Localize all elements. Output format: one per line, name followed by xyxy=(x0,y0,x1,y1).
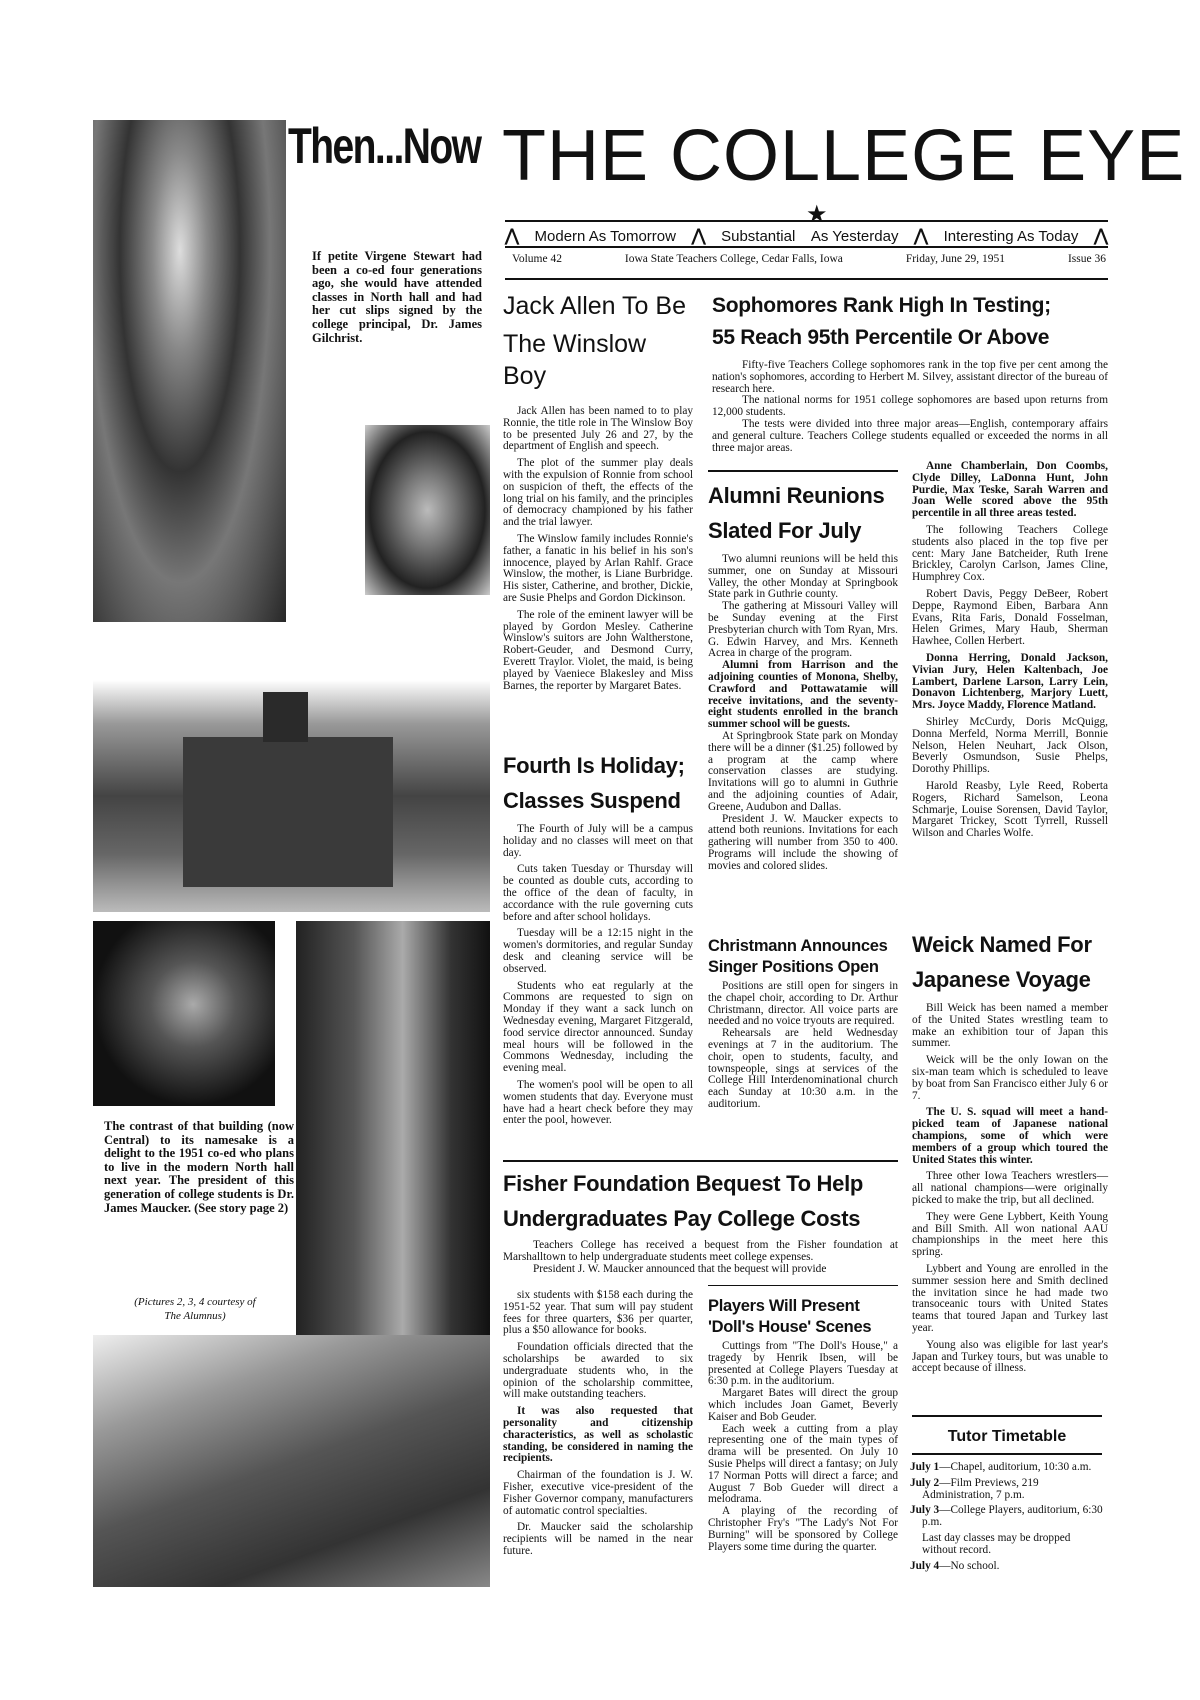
timetable-note: Last day classes may be dropped without record. xyxy=(922,1531,1071,1556)
article-body xyxy=(708,1341,898,1553)
headline-line: The Winslow Boy xyxy=(503,330,647,390)
paragraph: Cuts taken Tuesday or Thursday will be counted as double cuts, according to the office of the dean of faculty, in accordance with the rule governing cuts before and after school holidays. xyxy=(503,863,693,923)
feature-caption-2: The contrast of that building (now Central) to its namesake is a delight to the 1951 co-ed who plans to live in the modern North hall next year. The president of this generation of college students is Dr. James Maucker. (See story page 2) xyxy=(104,1119,294,1215)
paragraph: Positions are still open for singers in the chapel choir, according to Dr. Arthur Christmann, director. All voice parts are needed and no voice tryouts are required. xyxy=(708,980,898,1028)
paragraph: Two alumni reunions will be held this summer, one on Sunday at Missouri Valley, the other Monday at Springbook State park in Guthrie county. xyxy=(708,553,898,601)
issue-number: Issue 36 xyxy=(1067,253,1106,265)
article-christmann xyxy=(708,936,898,1111)
paragraph: The U. S. squad will meet a hand-picked team of Japanese national champions, some of which were members of a group which toured the United States this winter. xyxy=(912,1106,1108,1166)
entry-date: July 4 xyxy=(910,1559,940,1572)
headline-line: 55 Reach 95th Percentile Or Above xyxy=(712,326,1050,349)
paragraph: At Springbrook State park on Monday there will be a dinner ($1.25) followed by a program at the camp where conservation classes are studying. Invitations will go to alumni in Guthrie and the adjoining counties of Adair, Greene, Audubon and Dallas. xyxy=(708,729,898,813)
entry-date: July 2 xyxy=(910,1476,940,1489)
headline-line: Fourth Is Holiday; xyxy=(503,753,685,778)
institution: Iowa State Teachers College, Cedar Falls, Iowa xyxy=(624,253,843,265)
issue-date: Friday, June 29, 1951 xyxy=(905,253,1006,265)
paragraph: The gathering at Missouri Valley will be Sunday evening at the First Presbyterian church with Tom Ryan, Mrs. G. Edwin Harvey, and Mrs. Kenneth Acrea in charge of the program. xyxy=(708,600,898,660)
masthead-rule-mid xyxy=(505,246,1108,248)
paragraph: Students who eat regularly at the Commons are requested to sign on Monday if they want a sack lunch on Wednesday evening, Margaret Fitzgerald, food service director announced. Sunday meal hours will be followed in the Commons Wednesday, including the evening meal. xyxy=(503,979,693,1075)
entry-text: —Film Previews, 219 Administration, 7 p.m. xyxy=(922,1476,1039,1501)
article-body xyxy=(503,824,693,1127)
paragraph: Each week a cutting from a play representing one of the main types of drama will be presented. On July 10 Susie Phelps will direct a fantasy; on July 17 Norman Potts will direct a farce; and August 7 Bob Gueder will direct a melodrama. xyxy=(708,1422,898,1506)
article-weick xyxy=(912,927,1108,1380)
headline-line: Undergraduates Pay College Costs xyxy=(503,1206,861,1231)
entry-date: July 3 xyxy=(910,1504,940,1517)
paragraph: The tests were divided into three major areas—English, contemporary affairs and general culture. Teachers College students equalled or exceeded the norms in all three major areas. xyxy=(712,417,1108,454)
headline-line: Fisher Foundation Bequest To Help xyxy=(503,1171,864,1196)
article-intro xyxy=(503,1240,898,1275)
motto-2: Substantial xyxy=(721,227,796,245)
photo-credit xyxy=(100,1295,290,1323)
article-fisher xyxy=(503,1166,898,1275)
entry-date: July 1 xyxy=(910,1461,940,1473)
article-sophomores xyxy=(712,290,1108,454)
headline-line: Jack Allen To Be xyxy=(503,292,686,320)
paragraph: Robert Davis, Peggy DeBeer, Robert Deppe, Raymond Eiben, Barbara Ann Evans, Rita Faris, Donald Fosselman, Helen Grimes, Mary Haub, Sherman Hawhee, Collen Herbert. xyxy=(912,587,1108,648)
headline-line: 'Doll's House' Scenes xyxy=(708,1318,872,1336)
paragraph: Rehearsals are held Wednesday evenings at 7 in the auditorium. The choir, open to students, faculty, and townspeople, sings at services of the College Hill Interdenominational church each Sunday at 10:30 a.m. in the auditorium. xyxy=(708,1027,898,1110)
article-body xyxy=(708,981,898,1111)
entry-text: —Chapel, auditorium, 10:30 a.m. xyxy=(939,1461,1092,1473)
article-body xyxy=(708,554,898,873)
fisher-continued xyxy=(503,1290,693,1563)
feature-title: Then...Now xyxy=(288,118,481,174)
article-jack-allen xyxy=(503,290,693,697)
section-rule xyxy=(708,470,898,472)
timetable-rule-top xyxy=(912,1415,1102,1417)
masthead-title: THE COLLEGE EYE xyxy=(502,116,1186,196)
paragraph: six students with $158 each during the 1951-52 year. That sum will pay student fees for three quarters, $36 per quarter, plus a $50 allowance for books. xyxy=(503,1289,693,1337)
timetable-entry xyxy=(910,1505,1104,1529)
paragraph: Foundation officials directed that the scholarships be awarded to six undergraduate students who, in the opinion of the scholarship committee, will make outstanding teachers. xyxy=(503,1341,693,1401)
headline-line: Alumni Reunions xyxy=(708,483,885,508)
headline-line: Christmann Announces xyxy=(708,937,888,955)
arrow-up-icon: ⋀ xyxy=(691,226,706,245)
paragraph: President J. W. Maucker announced that the bequest will provide xyxy=(533,1262,827,1275)
paragraph: The plot of the summer play deals with the expulsion of Ronnie from school on suspicion of theft, the effects of the long trial on his family, and the principles of democracy championed by his father and the trial lawyer. xyxy=(503,457,693,529)
timetable-entry xyxy=(910,1462,1104,1474)
paragraph: The women's pool will be open to all women students that day. Everyone must have had a heart check before they may enter the pool, however. xyxy=(503,1078,693,1127)
paragraph: Cuttings from "The Doll's House," a tragedy by Henrik Ibsen, will be presented at College Players Tuesday at 6:30 p.m. in the auditorium. xyxy=(708,1340,898,1388)
photo-coed-then xyxy=(93,120,286,642)
paragraph: Margaret Bates will direct the group which includes Joan Gamet, Beverly Kaiser and Bob Geuder. xyxy=(708,1387,898,1423)
article-body xyxy=(912,1003,1108,1375)
building-shape xyxy=(183,737,393,887)
paragraph: Anne Chamberlain, Don Coombs, Clyde Dilley, LaDonna Hunt, John Purdie, Max Teske, Sarah Warren and Joan Welle scored above the 95th percentile in all three areas tested. xyxy=(912,460,1108,520)
photo-portrait-gilchrist xyxy=(365,425,490,595)
paragraph: Dr. Maucker said the scholarship recipients will be named in the near future. xyxy=(503,1521,693,1557)
arrow-up-icon: ⋀ xyxy=(914,226,928,245)
timetable-title: Tutor Timetable xyxy=(947,1428,1067,1445)
paragraph: Three other Iowa Teachers wrestlers—all national champions—were originally picked to make the trip, but all declined. xyxy=(912,1170,1108,1206)
masthead-info xyxy=(512,253,1106,265)
motto-1: Modern As Tomorrow xyxy=(534,227,676,245)
paragraph: Jack Allen has been named to to play Ronnie, the title role in The Winslow Boy to be presented July 26 and 27, by the department of English and speech. xyxy=(503,405,693,453)
paragraph: The following Teachers College students also placed in the top five per cent: Mary Jane Batcheider, Ruth Irene Brickley, Carolyn Carlson, James Cline, Humphrey Cox. xyxy=(912,523,1108,584)
article-players xyxy=(708,1296,898,1553)
sophomores-continued xyxy=(912,461,1108,845)
paragraph: Fifty-five Teachers College sophomores rank in the top five per cent among the nation's sophomores, according to Herbert M. Silvey, assistant director of the bureau of research here. xyxy=(712,359,1108,395)
photo-portrait-maucker xyxy=(93,921,275,1106)
photo-credit-line-2: The Alumnus) xyxy=(164,1310,226,1322)
timetable-list xyxy=(910,1462,1104,1576)
motto-3: As Yesterday xyxy=(810,227,899,245)
headline-line: Weick Named For xyxy=(912,932,1092,957)
paragraph: The national norms for 1951 college sophomores are based upon returns from 12,000 students. xyxy=(712,394,1108,419)
paragraph: A playing of the recording of Christopher Fry's "The Lady's Not For Burning" will be sponsored by College Players some time during the quarter. xyxy=(708,1505,898,1553)
article-alumni-reunions xyxy=(708,478,898,873)
headline-line: Classes Suspend xyxy=(503,788,681,813)
photo-central-building xyxy=(93,1335,490,1587)
timetable-entry xyxy=(910,1478,1104,1502)
article-body xyxy=(503,406,693,692)
masthead-motto xyxy=(505,226,1108,246)
headline-line: Slated For July xyxy=(708,518,862,543)
paragraph: Shirley McCurdy, Doris McQuigg, Donna Merfeld, Norma Merrill, Bonnie Nelson, Helen Neuhart, Jack Olson, Beverly Osmundson, Susie Phelps, Dorothy Phillips. xyxy=(912,715,1108,776)
feature-caption-1: If petite Virgene Stewart had been a co-ed four generations ago, she would have attended classes in North hall and had her cut slips signed by the college principal, Dr. James Gilchrist. xyxy=(312,249,482,345)
headline-line: Singer Positions Open xyxy=(708,958,879,976)
paragraph: Young also was eligible for last year's Japan and Turkey tours, but was unable to accept because of illness. xyxy=(912,1338,1108,1375)
photo-coed-now xyxy=(296,921,490,1335)
star-icon: ★ xyxy=(806,202,828,228)
motto-4: Interesting As Today xyxy=(943,227,1079,245)
paragraph: Donna Herring, Donald Jackson, Vivian Jury, Helen Kaltenbach, Joe Lambert, Darlene Larson, Larry Lein, Donavon Lichtenberg, Marjory Luett, Mrs. Joyce Maddy, Florence Matland. xyxy=(912,651,1108,712)
volume: Volume 42 xyxy=(512,253,562,265)
headline-line: Sophomores Rank High In Testing; xyxy=(712,294,1051,317)
paragraph: Teachers College has received a bequest from the Fisher foundation at Marshalltown to help undergraduate students meet college expenses. xyxy=(503,1239,898,1263)
article-fourth-holiday xyxy=(503,748,693,1132)
paragraph: President J. W. Maucker expects to attend both reunions. Invitations for each gathering will number from 350 to 400. Programs will include the showing of movies and colored slides. xyxy=(708,812,898,872)
timetable-entry xyxy=(910,1561,1104,1573)
paragraph: Tuesday will be a 12:15 night in the women's dormitories, and regular Sunday desk and cleaning service will be observed. xyxy=(503,927,693,975)
paragraph: They were Gene Lybbert, Keith Young and Bill Smith. All won national AAU championships in the meet here this spring. xyxy=(912,1210,1108,1259)
timetable-rule-bottom xyxy=(912,1453,1102,1455)
paragraph: Harold Reasby, Lyle Reed, Roberta Rogers, Richard Samelson, Leona Schmarje, Louise Sorensen, David Taylor, Margaret Trickey, Scott Tyrrell, Russell Wilson and Charles Wolfe. xyxy=(912,779,1108,840)
section-rule xyxy=(503,1160,898,1162)
entry-text: —College Players, auditorium, 6:30 p.m. xyxy=(922,1504,1103,1529)
paragraph: Alumni from Harrison and the adjoining counties of Monona, Shelby, Crawford and Pottawatamie will receive invitations, and the seventy-eight students enrolled in the branch summer school will be guests. xyxy=(708,659,898,731)
paragraph: Chairman of the foundation is J. W. Fisher, executive vice-president of the Fisher Governor company, manufacturers of automatic control specialties. xyxy=(503,1469,693,1517)
paragraph: Lybbert and Young are enrolled in the summer session here and Smith declined the invitation since he had made two transoceanic tours with United States teams that toured Japan and Turkey last year. xyxy=(912,1262,1108,1334)
paragraph: The Fourth of July will be a campus holiday and no classes will meet on that day. xyxy=(503,823,693,859)
arrow-up-icon: ⋀ xyxy=(505,226,519,245)
entry-text: —No school. xyxy=(939,1559,1000,1572)
paragraph: Weick will be the only Iowan on the six-man team which is scheduled to leave by boat from San Francisco either July 6 or 7. xyxy=(912,1054,1108,1102)
paragraph: It was also requested that personality and citizenship characteristics, as well as scholastic standing, be considered in naming the recipients. xyxy=(503,1405,693,1465)
headline-line: Japanese Voyage xyxy=(912,967,1091,992)
building-tower xyxy=(263,692,308,742)
article-intro xyxy=(712,360,1108,454)
section-rule xyxy=(708,1285,898,1286)
paragraph: The Winslow family includes Ronnie's father, a fanatic in his belief in his son's innocence, played by Arlan Rahlf. Grace Winslow, the mother, is Liane Burbridge. His sister, Catherine, and brother, Dickie, are Susie Phelps and Gordon Dickinson. xyxy=(503,532,693,604)
photo-north-hall xyxy=(93,622,490,912)
photo-credit-line-1: (Pictures 2, 3, 4 courtesy of xyxy=(134,1296,256,1308)
arrow-up-icon: ⋀ xyxy=(1093,226,1108,245)
headline-line: Players Will Present xyxy=(708,1297,860,1315)
paragraph: Bill Weick has been named a member of the United States wrestling team to make an exhibition tour of Japan this summer. xyxy=(912,1002,1108,1050)
paragraph: The role of the eminent lawyer will be played by Gordon Mesley. Catherine Winslow's suitors are John Waltherstone, Robert-Geuder, and Desmond Curry, Everett Traylor. Violet, the maid, is being played by Vaeniece Blakesley and Miss Barnes, the reporter by Margaret Bates. xyxy=(503,608,693,692)
masthead-rule-bottom xyxy=(505,278,1108,280)
